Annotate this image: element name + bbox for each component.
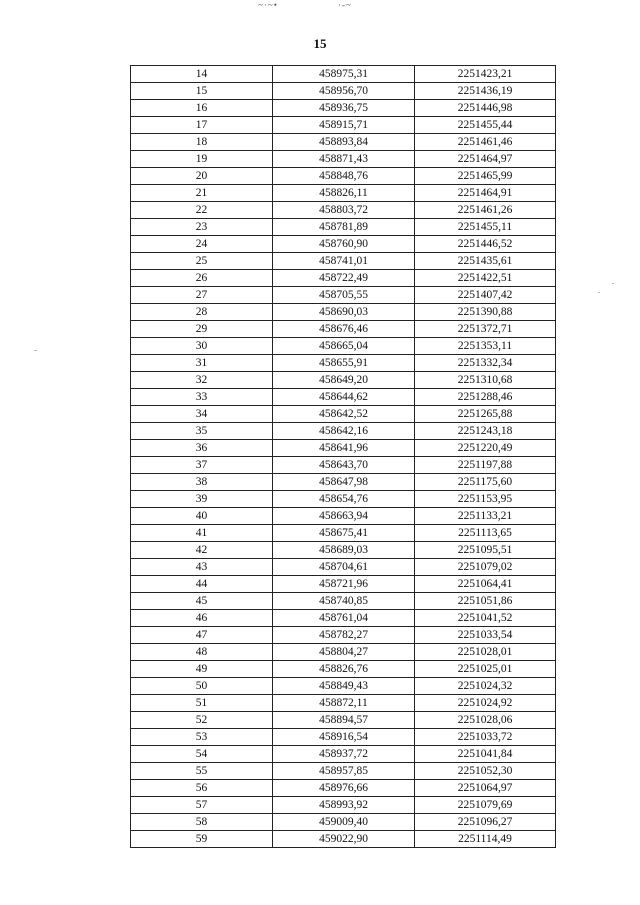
- y-coordinate-cell: 2251133,21: [415, 508, 556, 525]
- point-number-cell: 52: [131, 712, 273, 729]
- table-row: [131, 151, 556, 168]
- y-coordinate-cell: 2251446,52: [415, 236, 556, 253]
- table-row: [131, 321, 556, 338]
- point-number-cell: 16: [131, 100, 273, 117]
- point-number-cell: 27: [131, 287, 273, 304]
- table-row: [131, 491, 556, 508]
- table-row: [131, 525, 556, 542]
- x-coordinate-cell: 458957,85: [273, 763, 415, 780]
- y-coordinate-cell: 2251220,49: [415, 440, 556, 457]
- table-row: [131, 593, 556, 610]
- table-row: [131, 423, 556, 440]
- table-row: [131, 474, 556, 491]
- y-coordinate-cell: 2251041,52: [415, 610, 556, 627]
- x-coordinate-cell: 458893,84: [273, 134, 415, 151]
- x-coordinate-cell: 458937,72: [273, 746, 415, 763]
- y-coordinate-cell: 2251028,06: [415, 712, 556, 729]
- x-coordinate-cell: 458849,43: [273, 678, 415, 695]
- y-coordinate-cell: 2251064,97: [415, 780, 556, 797]
- x-coordinate-cell: 458871,43: [273, 151, 415, 168]
- x-coordinate-cell: 458916,54: [273, 729, 415, 746]
- table-row: [131, 168, 556, 185]
- point-number-cell: 59: [131, 831, 273, 848]
- table-row: [131, 100, 556, 117]
- y-coordinate-cell: 2251052,30: [415, 763, 556, 780]
- point-number-cell: 29: [131, 321, 273, 338]
- table-row: [131, 695, 556, 712]
- y-coordinate-cell: 2251372,71: [415, 321, 556, 338]
- y-coordinate-cell: 2251461,46: [415, 134, 556, 151]
- point-number-cell: 35: [131, 423, 273, 440]
- table-row: [131, 712, 556, 729]
- point-number-cell: 40: [131, 508, 273, 525]
- table-row: [131, 406, 556, 423]
- x-coordinate-cell: 458689,03: [273, 542, 415, 559]
- y-coordinate-cell: 2251390,88: [415, 304, 556, 321]
- y-coordinate-cell: 2251455,11: [415, 219, 556, 236]
- y-coordinate-cell: 2251197,88: [415, 457, 556, 474]
- point-number-cell: 42: [131, 542, 273, 559]
- table-row: [131, 66, 556, 83]
- x-coordinate-cell: 458804,27: [273, 644, 415, 661]
- y-coordinate-cell: 2251422,51: [415, 270, 556, 287]
- y-coordinate-cell: 2251114,49: [415, 831, 556, 848]
- point-number-cell: 38: [131, 474, 273, 491]
- y-coordinate-cell: 2251436,19: [415, 83, 556, 100]
- y-coordinate-cell: 2251153,95: [415, 491, 556, 508]
- table-row: [131, 134, 556, 151]
- y-coordinate-cell: 2251033,72: [415, 729, 556, 746]
- y-coordinate-cell: 2251332,34: [415, 355, 556, 372]
- table-row: [131, 746, 556, 763]
- x-coordinate-cell: 458647,98: [273, 474, 415, 491]
- table-row: [131, 389, 556, 406]
- y-coordinate-cell: 2251024,92: [415, 695, 556, 712]
- table-row: [131, 661, 556, 678]
- x-coordinate-cell: 458663,94: [273, 508, 415, 525]
- x-coordinate-cell: 458675,41: [273, 525, 415, 542]
- x-coordinate-cell: 458956,70: [273, 83, 415, 100]
- point-number-cell: 26: [131, 270, 273, 287]
- y-coordinate-cell: 2251041,84: [415, 746, 556, 763]
- table-row: [131, 304, 556, 321]
- point-number-cell: 49: [131, 661, 273, 678]
- coordinates-table-body: [131, 66, 556, 848]
- table-row: [131, 678, 556, 695]
- x-coordinate-cell: 458826,76: [273, 661, 415, 678]
- point-number-cell: 43: [131, 559, 273, 576]
- y-coordinate-cell: 2251051,86: [415, 593, 556, 610]
- scan-speck: [34, 350, 37, 351]
- point-number-cell: 33: [131, 389, 273, 406]
- x-coordinate-cell: 458894,57: [273, 712, 415, 729]
- point-number-cell: 14: [131, 66, 273, 83]
- x-coordinate-cell: 458642,16: [273, 423, 415, 440]
- point-number-cell: 19: [131, 151, 273, 168]
- point-number-cell: 55: [131, 763, 273, 780]
- x-coordinate-cell: 458641,96: [273, 440, 415, 457]
- scan-artifact-left: ~·~•: [258, 0, 278, 8]
- y-coordinate-cell: 2251464,91: [415, 185, 556, 202]
- table-row: [131, 763, 556, 780]
- scan-speck: [612, 283, 614, 284]
- y-coordinate-cell: 2251243,18: [415, 423, 556, 440]
- x-coordinate-cell: 458721,96: [273, 576, 415, 593]
- point-number-cell: 45: [131, 593, 273, 610]
- x-coordinate-cell: 458642,52: [273, 406, 415, 423]
- table-row: [131, 627, 556, 644]
- y-coordinate-cell: 2251025,01: [415, 661, 556, 678]
- point-number-cell: 44: [131, 576, 273, 593]
- x-coordinate-cell: 458741,01: [273, 253, 415, 270]
- x-coordinate-cell: 458803,72: [273, 202, 415, 219]
- table-row: [131, 831, 556, 848]
- x-coordinate-cell: 458936,75: [273, 100, 415, 117]
- table-row: [131, 644, 556, 661]
- table-row: [131, 338, 556, 355]
- point-number-cell: 22: [131, 202, 273, 219]
- x-coordinate-cell: 458761,04: [273, 610, 415, 627]
- point-number-cell: 48: [131, 644, 273, 661]
- point-number-cell: 56: [131, 780, 273, 797]
- x-coordinate-cell: 458722,49: [273, 270, 415, 287]
- x-coordinate-cell: 458848,76: [273, 168, 415, 185]
- x-coordinate-cell: 458705,55: [273, 287, 415, 304]
- x-coordinate-cell: 458782,27: [273, 627, 415, 644]
- point-number-cell: 34: [131, 406, 273, 423]
- table-row: [131, 355, 556, 372]
- table-row: [131, 576, 556, 593]
- table-row: [131, 729, 556, 746]
- table-row: [131, 117, 556, 134]
- x-coordinate-cell: 458649,20: [273, 372, 415, 389]
- x-coordinate-cell: 458740,85: [273, 593, 415, 610]
- x-coordinate-cell: 458665,04: [273, 338, 415, 355]
- y-coordinate-cell: 2251024,32: [415, 678, 556, 695]
- table-row: [131, 457, 556, 474]
- y-coordinate-cell: 2251310,68: [415, 372, 556, 389]
- point-number-cell: 36: [131, 440, 273, 457]
- x-coordinate-cell: 458654,76: [273, 491, 415, 508]
- x-coordinate-cell: 458644,62: [273, 389, 415, 406]
- table-row: [131, 559, 556, 576]
- y-coordinate-cell: 2251033,54: [415, 627, 556, 644]
- page-number: 15: [313, 36, 327, 51]
- point-number-cell: 37: [131, 457, 273, 474]
- table-row: [131, 814, 556, 831]
- point-number-cell: 21: [131, 185, 273, 202]
- x-coordinate-cell: 458655,91: [273, 355, 415, 372]
- y-coordinate-cell: 2251175,60: [415, 474, 556, 491]
- y-coordinate-cell: 2251028,01: [415, 644, 556, 661]
- x-coordinate-cell: 458915,71: [273, 117, 415, 134]
- table-row: [131, 83, 556, 100]
- table-row: [131, 185, 556, 202]
- y-coordinate-cell: 2251435,61: [415, 253, 556, 270]
- x-coordinate-cell: 459022,90: [273, 831, 415, 848]
- y-coordinate-cell: 2251079,02: [415, 559, 556, 576]
- point-number-cell: 24: [131, 236, 273, 253]
- y-coordinate-cell: 2251113,65: [415, 525, 556, 542]
- y-coordinate-cell: 2251288,46: [415, 389, 556, 406]
- table-row: [131, 797, 556, 814]
- y-coordinate-cell: 2251423,21: [415, 66, 556, 83]
- x-coordinate-cell: 458781,89: [273, 219, 415, 236]
- scan-speck: [598, 292, 600, 293]
- y-coordinate-cell: 2251465,99: [415, 168, 556, 185]
- point-number-cell: 47: [131, 627, 273, 644]
- table-row: [131, 542, 556, 559]
- point-number-cell: 18: [131, 134, 273, 151]
- x-coordinate-cell: 458676,46: [273, 321, 415, 338]
- point-number-cell: 23: [131, 219, 273, 236]
- scan-artifact-right: ·-~: [338, 0, 352, 8]
- point-number-cell: 28: [131, 304, 273, 321]
- table-row: [131, 440, 556, 457]
- x-coordinate-cell: 458993,92: [273, 797, 415, 814]
- point-number-cell: 39: [131, 491, 273, 508]
- y-coordinate-cell: 2251353,11: [415, 338, 556, 355]
- x-coordinate-cell: 458643,70: [273, 457, 415, 474]
- y-coordinate-cell: 2251079,69: [415, 797, 556, 814]
- x-coordinate-cell: 458826,11: [273, 185, 415, 202]
- table-row: [131, 219, 556, 236]
- point-number-cell: 57: [131, 797, 273, 814]
- point-number-cell: 50: [131, 678, 273, 695]
- y-coordinate-cell: 2251464,97: [415, 151, 556, 168]
- coordinates-table: [130, 65, 556, 848]
- point-number-cell: 31: [131, 355, 273, 372]
- point-number-cell: 51: [131, 695, 273, 712]
- point-number-cell: 15: [131, 83, 273, 100]
- x-coordinate-cell: 458976,66: [273, 780, 415, 797]
- point-number-cell: 25: [131, 253, 273, 270]
- y-coordinate-cell: 2251096,27: [415, 814, 556, 831]
- y-coordinate-cell: 2251064,41: [415, 576, 556, 593]
- y-coordinate-cell: 2251446,98: [415, 100, 556, 117]
- table-row: [131, 236, 556, 253]
- point-number-cell: 41: [131, 525, 273, 542]
- table-row: [131, 610, 556, 627]
- table-row: [131, 508, 556, 525]
- x-coordinate-cell: 458872,11: [273, 695, 415, 712]
- x-coordinate-cell: 459009,40: [273, 814, 415, 831]
- y-coordinate-cell: 2251095,51: [415, 542, 556, 559]
- y-coordinate-cell: 2251265,88: [415, 406, 556, 423]
- table-row: [131, 372, 556, 389]
- point-number-cell: 32: [131, 372, 273, 389]
- point-number-cell: 58: [131, 814, 273, 831]
- table-row: [131, 270, 556, 287]
- point-number-cell: 20: [131, 168, 273, 185]
- x-coordinate-cell: 458975,31: [273, 66, 415, 83]
- table-row: [131, 253, 556, 270]
- table-row: [131, 287, 556, 304]
- point-number-cell: 53: [131, 729, 273, 746]
- y-coordinate-cell: 2251455,44: [415, 117, 556, 134]
- point-number-cell: 17: [131, 117, 273, 134]
- table-row: [131, 202, 556, 219]
- point-number-cell: 30: [131, 338, 273, 355]
- y-coordinate-cell: 2251461,26: [415, 202, 556, 219]
- x-coordinate-cell: 458690,03: [273, 304, 415, 321]
- point-number-cell: 46: [131, 610, 273, 627]
- point-number-cell: 54: [131, 746, 273, 763]
- table-row: [131, 780, 556, 797]
- x-coordinate-cell: 458760,90: [273, 236, 415, 253]
- x-coordinate-cell: 458704,61: [273, 559, 415, 576]
- y-coordinate-cell: 2251407,42: [415, 287, 556, 304]
